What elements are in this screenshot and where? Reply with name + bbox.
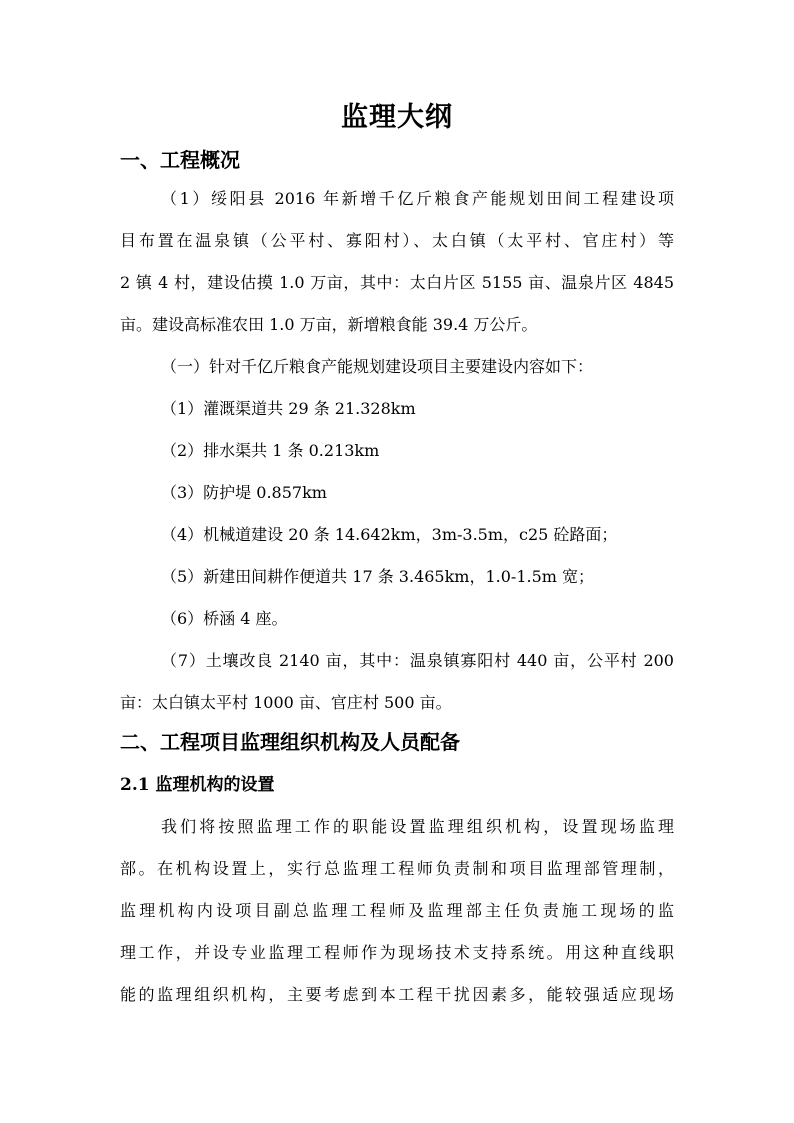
paragraph-line: 监理机构内设项目副总监理工程师及监理部主任负责施工现场的监: [120, 901, 674, 920]
paragraph-line: （1）绥阳县 2016 年新增千亿斤粮食产能规划田间工程建设项: [161, 189, 674, 208]
paragraph-line: 2 镇 4 村，建设估摸 1.0 万亩，其中：太白片区 5155 亩、温泉片区 4845: [120, 273, 674, 292]
paragraph-line: 亩。建设高标准农田 1.0 万亩，新增粮食能 39.4 万公斤。: [120, 315, 538, 334]
paragraph-line: 我们将按照监理工作的职能设置监理组织机构，设置现场监理: [161, 817, 674, 836]
paragraph-line: 目布置在温泉镇（公平村、寡阳村）、太白镇（太平村、官庄村）等: [120, 231, 674, 250]
paragraph-line: 理工作，并设专业监理工程师作为现场技术支持系统。用这种直线职: [120, 943, 674, 962]
list-item: （4）机械道建设 20 条 14.642km，3m-3.5m，c25 砼路面；: [161, 525, 618, 544]
list-item: （6）桥涵 4 座。: [161, 609, 288, 628]
section-heading-overview: 一、工程概况: [120, 148, 240, 172]
list-item: （5）新建田间耕作便道共 17 条 3.465km，1.0-1.5m 宽；: [161, 567, 595, 586]
list-item: （7）土壤改良 2140 亩，其中：温泉镇寡阳村 440 亩，公平村 200: [161, 651, 674, 670]
document-title: 监理大纲: [341, 102, 453, 133]
subsection-heading: 2.1 监理机构的设置: [120, 775, 275, 795]
list-item: （1）灌溉渠道共 29 条 21.328km: [161, 399, 416, 418]
paragraph-line: 部。在机构设置上，实行总监理工程师负责制和项目监理部管理制，: [120, 859, 674, 878]
list-item-continuation: 亩：太白镇太平村 1000 亩、官庄村 500 亩。: [120, 693, 452, 712]
list-item: （2）排水渠共 1 条 0.213km: [161, 441, 380, 460]
list-item: （3）防护堤 0.857km: [161, 483, 327, 502]
section-heading-organization: 二、工程项目监理组织机构及人员配备: [120, 730, 460, 754]
paragraph-line: 能的监理组织机构，主要考虑到本工程干扰因素多，能较强适应现场: [120, 985, 674, 1004]
construction-intro: （一）针对千亿斤粮食产能规划建设项目主要建设内容如下：: [161, 357, 594, 376]
